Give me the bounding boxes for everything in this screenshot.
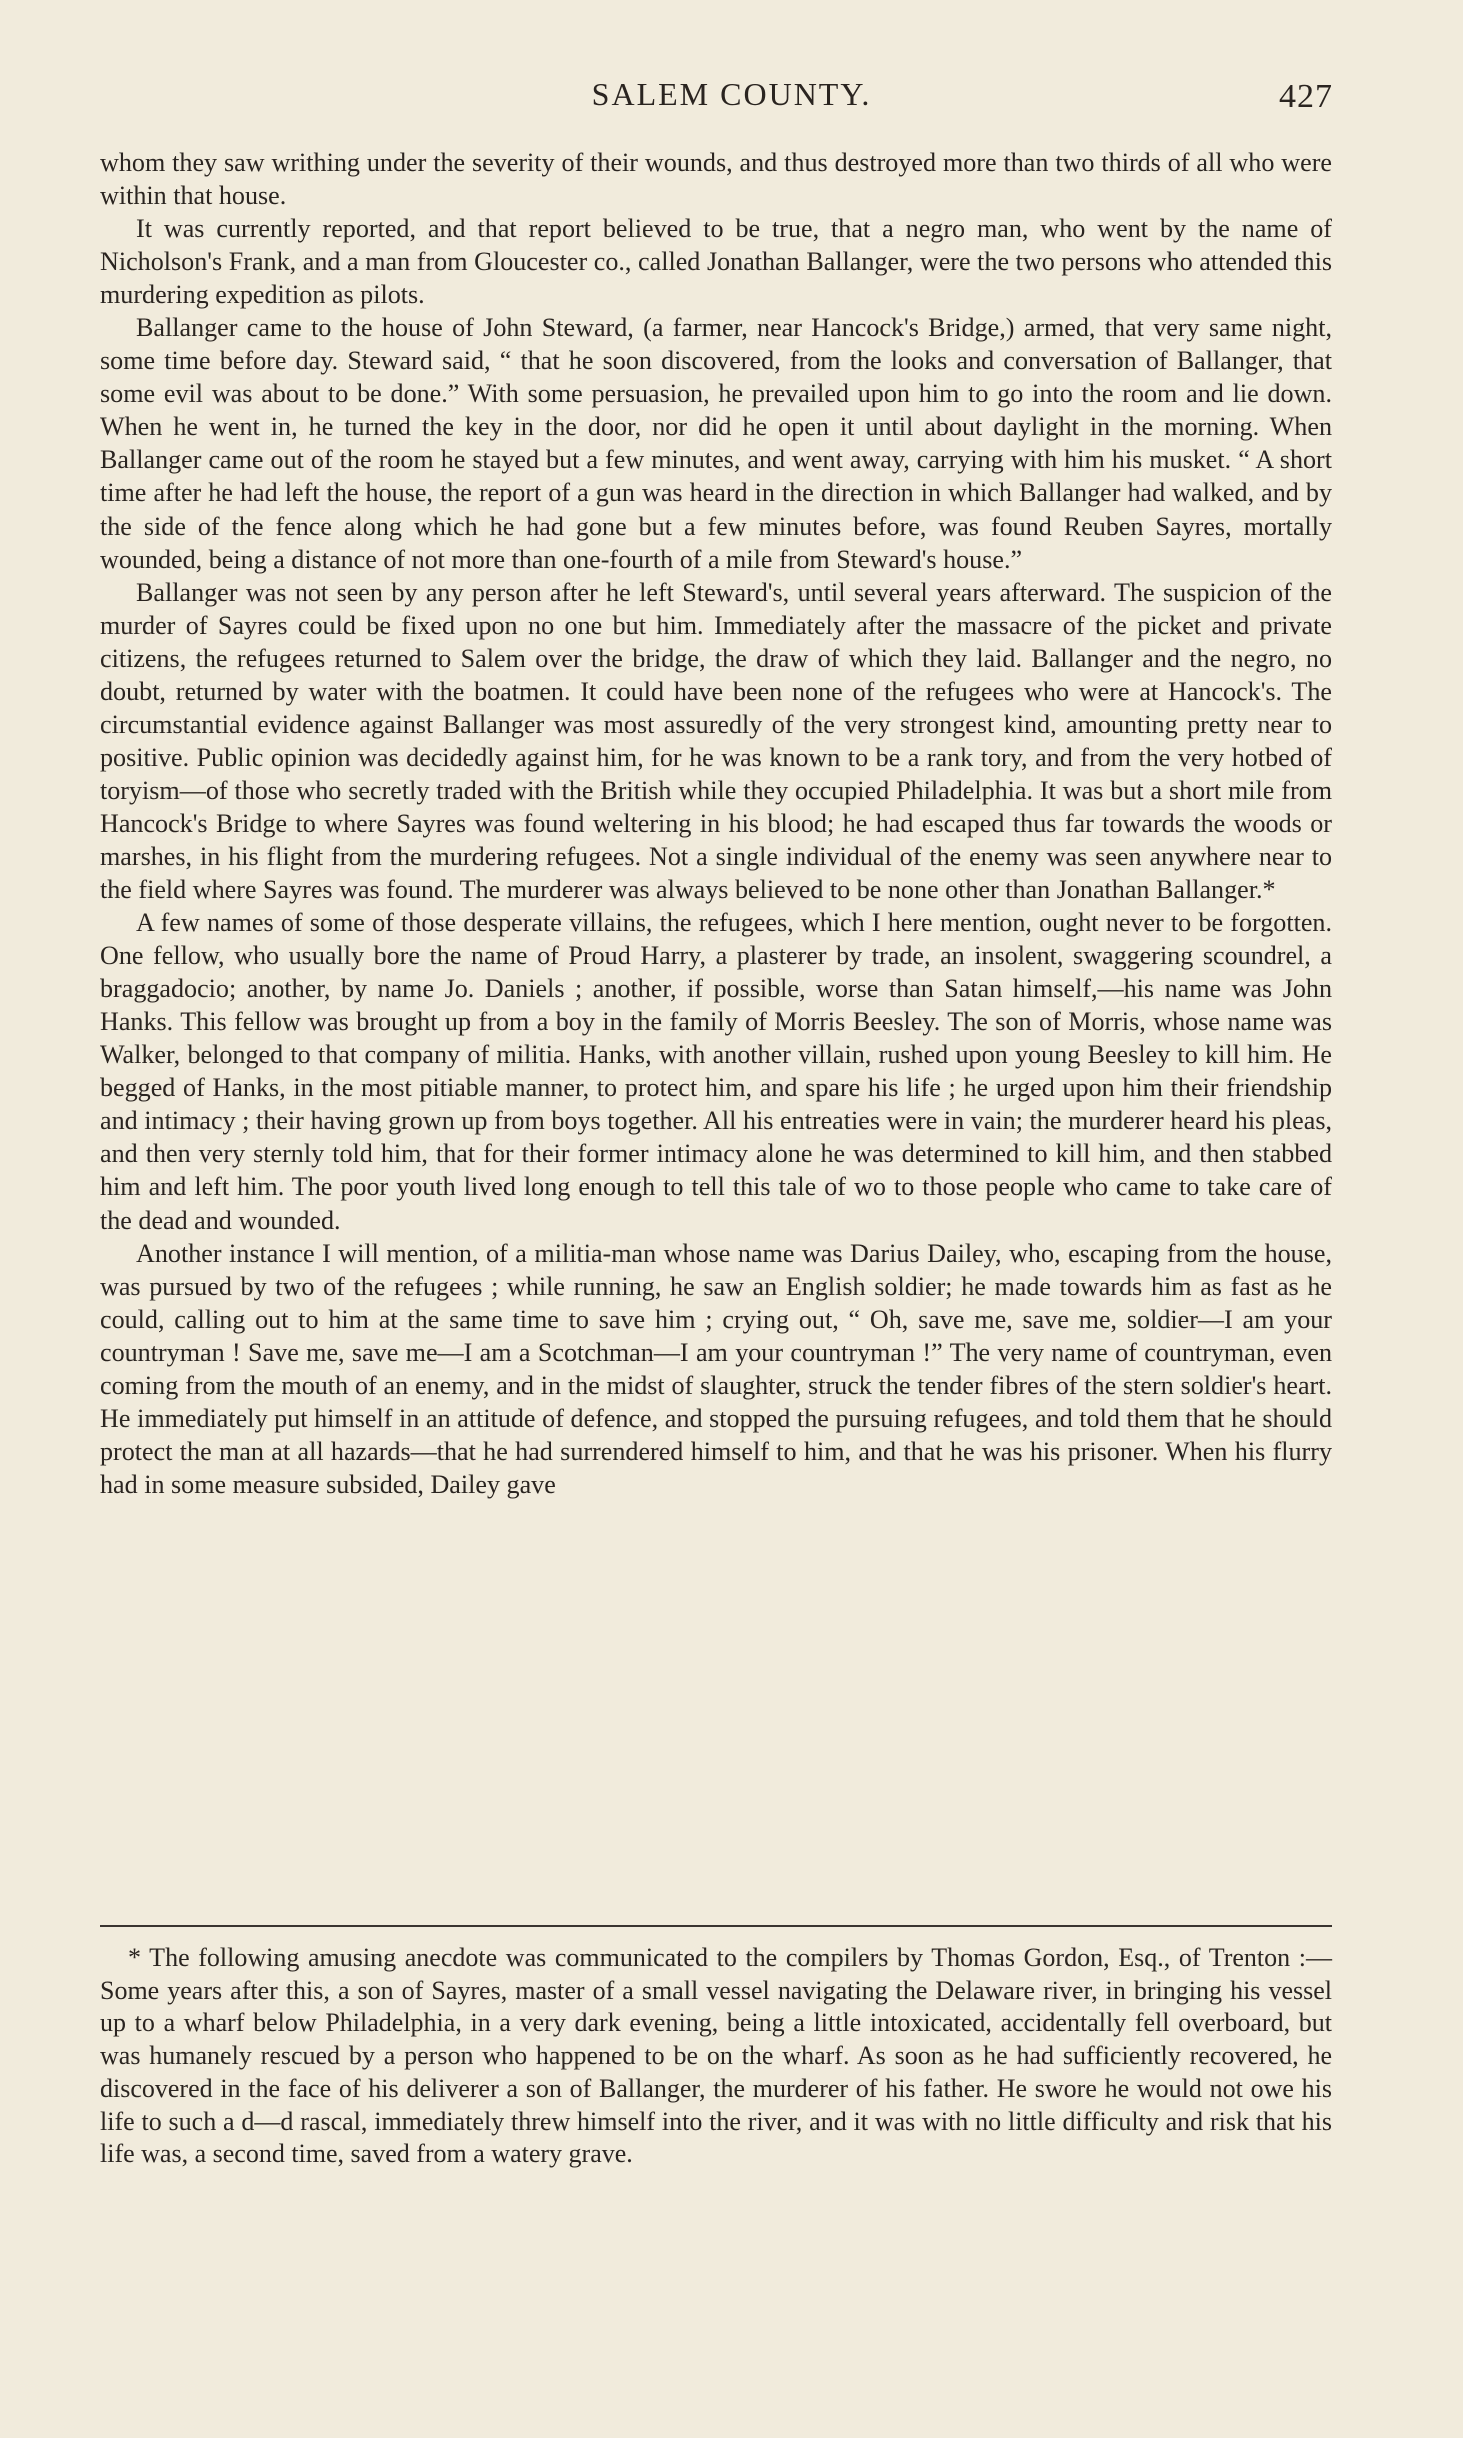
paragraph-darius-dailey: Another instance I will mention, of a militia-man whose name was Darius Dailey, who, escaping from the house, was pursued by two of the refugees ; while running, he saw an English soldier; he made towards him as fast as he could, calling out to him at the same time to save him ; crying out, “ Oh, save me, save me, soldier—I am your countryman ! Save me, save me—I am a Scotchman—I am your countryman !” The very name of countryman, even coming from the mouth of an enemy, and in the midst of slaughter, struck the tender fibres of the stern soldier's heart. He immediately put himself in an attitude of defence, and stopped the pursuing refugees, and told them that he should protect the man at all hazards—that he had surrendered himself to him, and that he was his prisoner. When his flurry had in some measure subsided, Dailey gave xyxy=(100,1238,1332,1499)
footnote xyxy=(100,1942,1332,2171)
paragraph-refugee-names: A few names of some of those desperate villains, the refugees, which I here mention, ought never to be forgotten. One fellow, who usually bore the name of Proud Harry, a plasterer by trade, an insolent, swaggering scoundrel, a braggadocio; another, by name Jo. Daniels ; another, if possible, worse than Satan himself,—his name was John Hanks. This fellow was brought up from a boy in the family of Morris Beesley. The son of Morris, whose name was Walker, belonged to that company of militia. Hanks, with another villain, rushed upon young Beesley to kill him. He begged of Hanks, in the most pitiable manner, to protect him, and spare his life ; he urged upon him their friendship and intimacy ; their having grown up from boys together. All his entreaties were in vain; the murderer heard his pleas, and then very sternly told him, that for their former intimacy alone he was determined to kill him, and then stabbed him and left him. The poor youth lived long enough to tell this tale of wo to those people who came to take care of the dead and wounded. xyxy=(100,908,1332,1235)
paragraph-pilots: It was currently reported, and that report believed to be true, that a negro man, who went by the name of Nicholson's Frank, and a man from Gloucester co., called Jonathan Ballanger, were the two persons who attended this murdering expedition as pilots. xyxy=(100,214,1332,310)
running-title: SALEM COUNTY. xyxy=(591,76,872,112)
page-number: 427 xyxy=(1279,78,1333,115)
running-header xyxy=(0,72,1463,122)
paragraph-steward-house: Ballanger came to the house of John Steward, (a farmer, near Hancock's Bridge,) armed, that very same night, some time before day. Steward said, “ that he soon discovered, from the looks and conversation of Ballanger, that some evil was about to be done.” With some persuasion, he prevailed upon him to go into the room and lie down. When he went in, he turned the key in the door, nor did he open it until about daylight in the morning. When Ballanger came out of the room he stayed but a few minutes, and went away, carrying with him his musket. “ A short time after he had left the house, the report of a gun was heard in the direction in which Ballanger had walked, and by the side of the fence along which he had gone but a few minutes before, was found Reuben Sayres, mortally wounded, being a distance of not more than one-fourth of a mile from Steward's house.” xyxy=(100,313,1332,574)
footnote-text: * The following amusing anecdote was communicated to the compilers by Thomas Gordon, Esq., of Trenton :—Some years after this, a son of Sayres, master of a small vessel navigating the Delaware river, in bringing his vessel up to a wharf below Philadelphia, in a very dark evening, being a little intoxicated, accidentally fell overboard, but was humanely rescued by a person who happened to be on the wharf. As soon as he had sufficiently recovered, he discovered in the face of his deliverer a son of Ballanger, the murderer of his father. He swore he would not owe his life to such a d—d rascal, immediately threw himself into the river, and it was with no little difficulty and risk that his life was, a second time, saved from a watery grave. xyxy=(100,1943,1332,2169)
main-text xyxy=(100,146,1332,1501)
paragraph-continuation: whom they saw writhing under the severity of their wounds, and thus destroyed more than two thirds of all who were within that house. xyxy=(100,148,1332,211)
footnote-divider xyxy=(100,1925,1332,1927)
paragraph-ballanger-suspicion: Ballanger was not seen by any person after he left Steward's, until several years afterward. The suspicion of the murder of Sayres could be fixed upon no one but him. Immediately after the massacre of the picket and private citizens, the refugees returned to Salem over the bridge, the draw of which they laid. Ballanger and the negro, no doubt, returned by water with the boatmen. It could have been none of the refugees who were at Hancock's. The circumstantial evidence against Ballanger was most assuredly of the very strongest kind, amounting pretty near to positive. Public opinion was decidedly against him, for he was known to be a rank tory, and from the very hotbed of toryism—of those who secretly traded with the British while they occupied Philadelphia. It was but a short mile from Hancock's Bridge to where Sayres was found weltering in his blood; he had escaped thus far towards the woods or marshes, in his flight from the murdering refugees. Not a single individual of the enemy was seen anywhere near to the field where Sayres was found. The murderer was always believed to be none other than Jonathan Ballanger.* xyxy=(100,577,1332,905)
